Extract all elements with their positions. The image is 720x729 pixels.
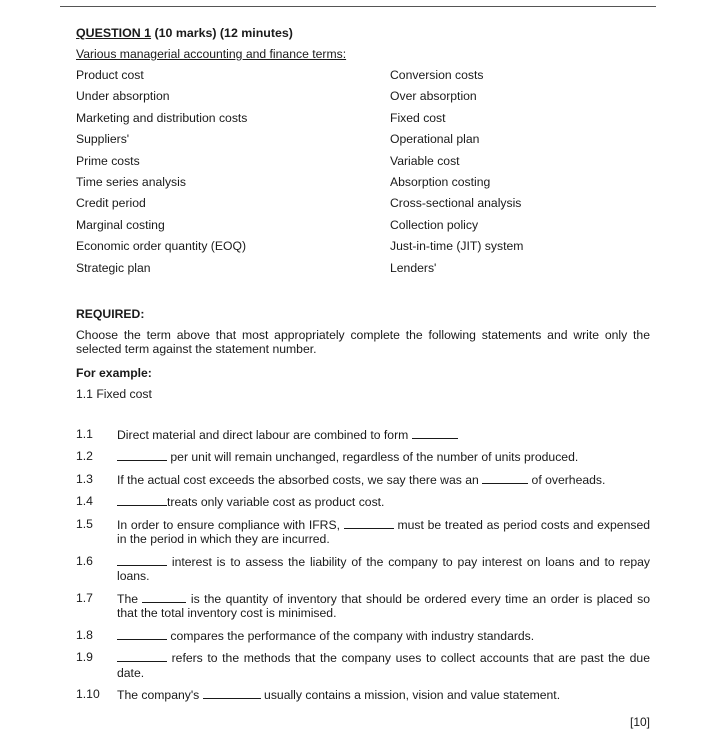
answer-blank xyxy=(203,687,261,699)
answer-blank xyxy=(412,427,458,439)
statement-number: 1.4 xyxy=(76,494,93,509)
term-right: Collection policy xyxy=(390,217,479,232)
statement-text-part: of overheads. xyxy=(528,472,606,487)
statement-number: 1.9 xyxy=(76,650,93,665)
statement-row xyxy=(76,591,650,621)
statement-number: 1.5 xyxy=(76,516,93,531)
statement-text-part: If the actual cost exceeds the absorbed costs, we say there was an xyxy=(117,472,483,487)
answer-blank xyxy=(117,494,167,506)
term-left: Prime costs xyxy=(76,153,140,168)
statement-list xyxy=(76,427,650,729)
term-left: Suppliers' xyxy=(76,132,130,147)
term-right: Variable cost xyxy=(390,153,460,168)
statement-text xyxy=(117,449,650,465)
term-right: Operational plan xyxy=(390,132,480,147)
statement-number: 1.6 xyxy=(76,553,93,568)
statement-text xyxy=(117,687,650,703)
term-right: Just-in-time (JIT) system xyxy=(390,239,524,254)
answer-blank xyxy=(117,628,167,640)
statement-row xyxy=(76,427,650,443)
statement-number: 1.10 xyxy=(76,687,100,702)
top-rule xyxy=(60,6,656,7)
statement-row xyxy=(76,554,650,584)
statement-number: 1.2 xyxy=(76,449,93,464)
statement-text xyxy=(117,554,650,584)
statement-text xyxy=(117,591,650,621)
statement-text xyxy=(117,517,650,547)
total-marks: [10] xyxy=(629,714,650,729)
statement-number: 1.8 xyxy=(76,627,93,642)
statement-row xyxy=(76,494,650,510)
statement-text xyxy=(117,494,650,510)
statement-number: 1.1 xyxy=(76,426,93,441)
statement-text-part: treats only variable cost as product cost. xyxy=(167,495,385,510)
term-right: Absorption costing xyxy=(390,174,491,189)
term-left: Product cost xyxy=(76,68,144,82)
question-title xyxy=(76,24,650,42)
term-right: Cross-sectional analysis xyxy=(390,196,522,211)
question-marks-time: (10 marks) (12 minutes) xyxy=(151,26,293,40)
statement-text-part: Direct material and direct labour are combined to form xyxy=(117,427,412,442)
terms-list xyxy=(76,65,650,279)
term-right: Fixed cost xyxy=(390,110,446,125)
statement-text-part: In order to ensure compliance with IFRS, xyxy=(117,517,344,532)
statement-text-part: The xyxy=(117,591,143,606)
answer-blank xyxy=(482,472,528,484)
term-right: Over absorption xyxy=(390,89,477,104)
answer-blank xyxy=(117,554,167,566)
answer-blank xyxy=(117,449,167,461)
term-right: Conversion costs xyxy=(390,68,484,82)
term-left: Under absorption xyxy=(76,89,170,104)
statement-text-part: The company's xyxy=(117,688,203,703)
answer-blank xyxy=(344,517,394,529)
term-left: Time series analysis xyxy=(76,174,186,189)
term-right: Lenders' xyxy=(390,260,437,275)
statement-row xyxy=(76,628,650,644)
term-left: Strategic plan xyxy=(76,260,151,275)
terms-subtitle: Various managerial accounting and finance terms: xyxy=(76,47,347,61)
statement-text-part: refers to the methods that the company uses to collect accounts that are past the due date. xyxy=(117,651,650,680)
term-left: Credit period xyxy=(76,196,146,211)
statement-number: 1.3 xyxy=(76,471,93,486)
statement-text-part: interest is to assess the liability of the company to pay interest on loans and to repay loans. xyxy=(117,554,650,584)
statement-text xyxy=(117,427,650,443)
statement-text xyxy=(117,650,650,680)
answer-blank xyxy=(117,650,167,662)
statement-text-part: is the quantity of inventory that should be ordered every time an order is placed so that the total inventory cost is minimised. xyxy=(117,591,651,621)
statement-text xyxy=(117,628,650,644)
statement-text-part: usually contains a mission, vision and value statement. xyxy=(260,688,561,703)
statement-row xyxy=(76,517,650,547)
statement-text-part: per unit will remain unchanged, regardless of the number of units produced. xyxy=(167,450,579,465)
instruction-text: Choose the term above that most appropriately complete the following statements and write only the selected term against the statement number. xyxy=(76,327,650,356)
statement-row xyxy=(76,687,650,703)
question-page xyxy=(76,24,650,729)
example-answer: 1.1 Fixed cost xyxy=(76,386,152,401)
statement-text-part: compares the performance of the company with industry standards. xyxy=(167,628,535,643)
required-heading: REQUIRED: xyxy=(76,306,145,321)
statement-text xyxy=(117,472,650,488)
term-left: Economic order quantity (EOQ) xyxy=(76,239,247,254)
statement-row xyxy=(76,449,650,465)
statement-text-part: must be treated as period costs and expensed in the period in which they are incurred. xyxy=(117,517,650,547)
term-left: Marketing and distribution costs xyxy=(76,110,248,125)
answer-blank xyxy=(142,591,186,603)
statement-row xyxy=(76,472,650,488)
statement-row xyxy=(76,650,650,680)
question-number: QUESTION 1 xyxy=(76,26,152,40)
term-left: Marginal costing xyxy=(76,217,165,232)
statement-number: 1.7 xyxy=(76,590,93,605)
example-heading: For example: xyxy=(76,365,152,380)
